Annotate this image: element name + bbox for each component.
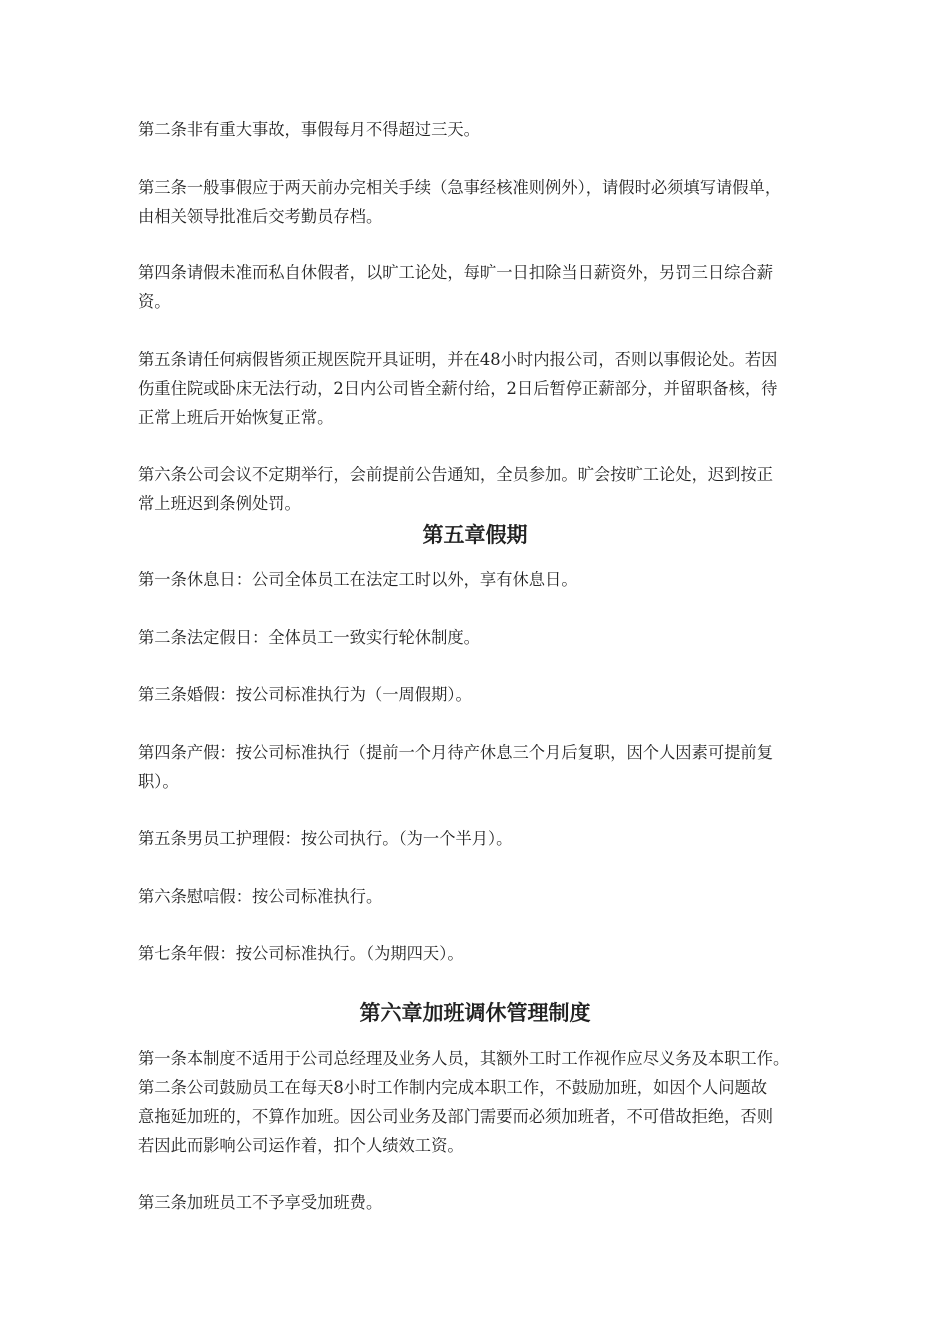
text-line: 第四条请假未准而私自休假者，以旷工论处，每旷一日扣除当日薪资外，另罚三日综合薪 (138, 263, 773, 282)
article-5-3 (138, 680, 828, 709)
text-line: 资。 (138, 292, 171, 311)
text-line: 由相关领导批准后交考勤员存档。 (138, 207, 383, 226)
text-line: 第五条请任何病假皆须正规医院开具证明，并在48小时内报公司，否则以事假论处。若因 (138, 350, 778, 369)
article-4-5 (138, 345, 828, 432)
text-line: 职）。 (138, 772, 179, 791)
article-5-4 (138, 738, 828, 796)
article-4-6 (138, 460, 828, 518)
text-line: 第六条公司会议不定期举行，会前提前公告通知，全员参加。旷会按旷工论处，迟到按正 (138, 465, 773, 484)
chapter-6-title: 第六章加班调休管理制度 (359, 1000, 591, 1025)
article-5-2 (138, 623, 828, 652)
article-4-4 (138, 258, 828, 316)
text-line: 第七条年假：按公司标准执行。（为期四天）。 (138, 944, 464, 963)
article-6-3 (138, 1188, 828, 1217)
article-6-2 (138, 1073, 828, 1160)
article-5-1 (138, 565, 828, 594)
article-4-3 (138, 173, 828, 231)
article-6-1 (138, 1044, 828, 1073)
text-line: 第二条法定假日：全体员工一致实行轮休制度。 (138, 628, 480, 647)
text-line: 第四条产假：按公司标准执行（提前一个月待产休息三个月后复职，因个人因素可提前复 (138, 743, 773, 762)
text-line: 正常上班后开始恢复正常。 (138, 408, 334, 427)
text-line: 伤重住院或卧床无法行动，2日内公司皆全薪付给，2日后暂停正薪部分，并留职备核，待 (138, 379, 778, 398)
text-line: 第三条婚假：按公司标准执行为（一周假期）。 (138, 685, 472, 704)
text-line: 常上班迟到条例处罚。 (138, 494, 301, 513)
article-5-7 (138, 939, 828, 968)
article-4-2 (138, 115, 828, 144)
text-line: 第二条公司鼓励员工在每天8小时工作制内完成本职工作，不鼓励加班，如因个人问题故 (138, 1078, 768, 1097)
text-line: 第二条非有重大事故，事假每月不得超过三天。 (138, 120, 480, 139)
text-line: 第一条本制度不适用于公司总经理及业务人员，其额外工时工作视作应尽义务及本职工作。 (138, 1049, 790, 1068)
text-line: 第五条男员工护理假：按公司执行。（为一个半月）。 (138, 829, 513, 848)
article-5-6 (138, 882, 828, 911)
text-line: 第六条慰唁假：按公司标准执行。 (138, 887, 383, 906)
text-line: 意拖延加班的，不算作加班。因公司业务及部门需要而必须加班者，不可借故拒绝，否则 (138, 1107, 773, 1126)
text-line: 第一条休息日：公司全体员工在法定工时以外，享有休息日。 (138, 570, 578, 589)
article-5-5 (138, 824, 828, 853)
text-line: 若因此而影响公司运作着，扣个人绩效工资。 (138, 1136, 464, 1155)
text-line: 第三条一般事假应于两天前办完相关手续（急事经核准则例外），请假时必须填写请假单， (138, 178, 782, 197)
text-line: 第三条加班员工不予享受加班费。 (138, 1193, 383, 1212)
chapter-5-title: 第五章假期 (422, 522, 528, 547)
